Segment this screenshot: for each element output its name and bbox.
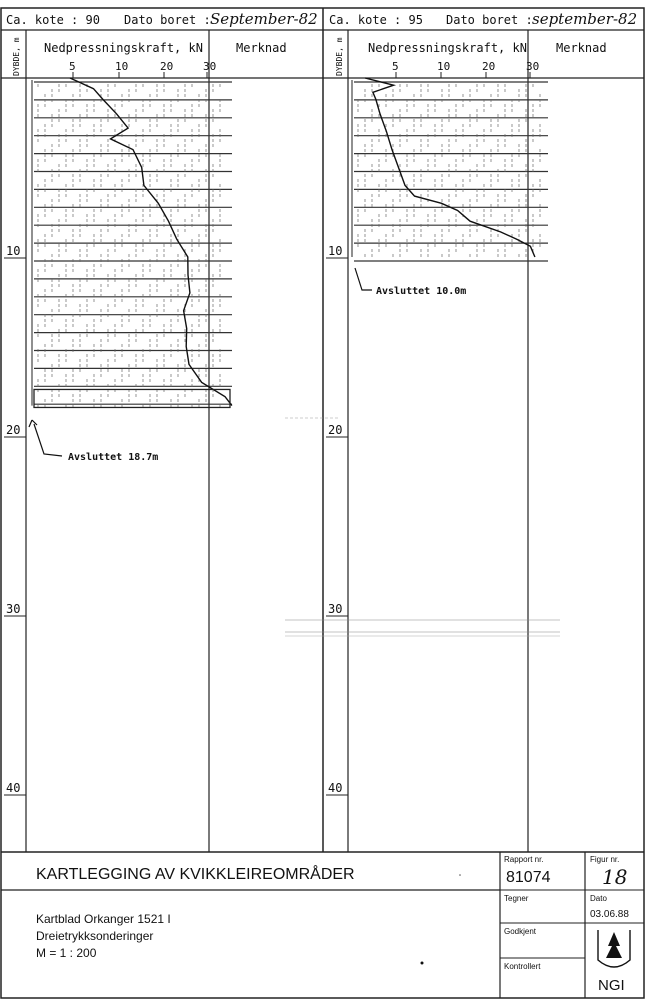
left-kote-label: Ca. kote : 90 [6, 13, 100, 27]
force-trace [365, 78, 535, 257]
ngi-logo-tree [606, 932, 622, 958]
depth-tick-label: 40 [328, 781, 343, 795]
speck [459, 874, 461, 876]
right-dato-label: Dato boret : [446, 13, 533, 27]
dato-label: Dato [590, 894, 607, 903]
figur-label: Figur nr. [590, 855, 620, 864]
sounding-record-strip [354, 82, 548, 261]
borehole-left [4, 10, 318, 852]
left-dato-label: Dato boret : [124, 13, 211, 27]
borehole-right [326, 10, 637, 852]
rapport-value: 81074 [506, 869, 551, 886]
force-tick-label: 10 [115, 60, 129, 73]
footer-line-2: Dreietrykksonderinger [36, 929, 154, 943]
left-column-title: Nedpressningskraft, kN [44, 41, 203, 55]
tegner-label: Tegner [504, 894, 529, 903]
right-depth-axis-label: DYBDE, m [335, 37, 344, 76]
right-remark-title: Merknad [556, 41, 607, 55]
depth-tick-label: 10 [328, 244, 343, 258]
right-sounding-plot [352, 60, 548, 261]
sounding-record-strip [34, 82, 232, 407]
rapport-label: Rapport nr. [504, 855, 544, 864]
right-depth-labels [326, 244, 348, 795]
left-end-leader [34, 424, 62, 456]
depth-tick-label: 20 [328, 423, 343, 437]
force-tick-label: 30 [203, 60, 217, 73]
force-tick-label: 5 [392, 60, 399, 73]
depth-tick-label: 30 [6, 602, 21, 616]
force-tick-label: 30 [526, 60, 540, 73]
speck [421, 962, 424, 965]
left-end-arrow [29, 420, 37, 427]
left-end-label: Avsluttet 18.7m [68, 452, 159, 463]
left-depth-labels [4, 244, 26, 795]
figur-value: 18 [602, 865, 628, 889]
left-depth-axis-label: DYBDE, m [12, 37, 21, 76]
force-tick-label: 5 [69, 60, 76, 73]
force-tick-label: 20 [160, 60, 174, 73]
depth-tick-label: 40 [6, 781, 21, 795]
left-dato-value: September-82 [210, 10, 318, 28]
force-tick-label: 10 [437, 60, 451, 73]
right-end-label: Avsluttet 10.0m [376, 286, 467, 297]
title-block [1, 852, 644, 998]
right-end-leader [355, 268, 372, 290]
right-kote-label: Ca. kote : 95 [329, 13, 423, 27]
depth-tick-label: 30 [328, 602, 343, 616]
dato-value: 03.06.88 [590, 909, 629, 920]
right-column-title: Nedpressningskraft, kN [368, 41, 527, 55]
depth-tick-label: 10 [6, 244, 21, 258]
footer-title: KARTLEGGING AV KVIKKLEIREOMRÅDER [36, 866, 355, 883]
footer-line-1: Kartblad Orkanger 1521 I [36, 912, 171, 926]
force-tick-label: 20 [482, 60, 496, 73]
left-remark-title: Merknad [236, 41, 287, 55]
depth-tick-label: 20 [6, 423, 21, 437]
right-dato-value: september-82 [532, 10, 638, 28]
left-sounding-plot [32, 60, 232, 407]
footer-line-3: M = 1 : 200 [36, 946, 97, 960]
kontrollert-label: Kontrollert [504, 962, 541, 971]
ngi-logo [598, 930, 630, 994]
godkjent-label: Godkjent [504, 927, 537, 936]
ngi-logo-text: NGI [598, 977, 625, 994]
